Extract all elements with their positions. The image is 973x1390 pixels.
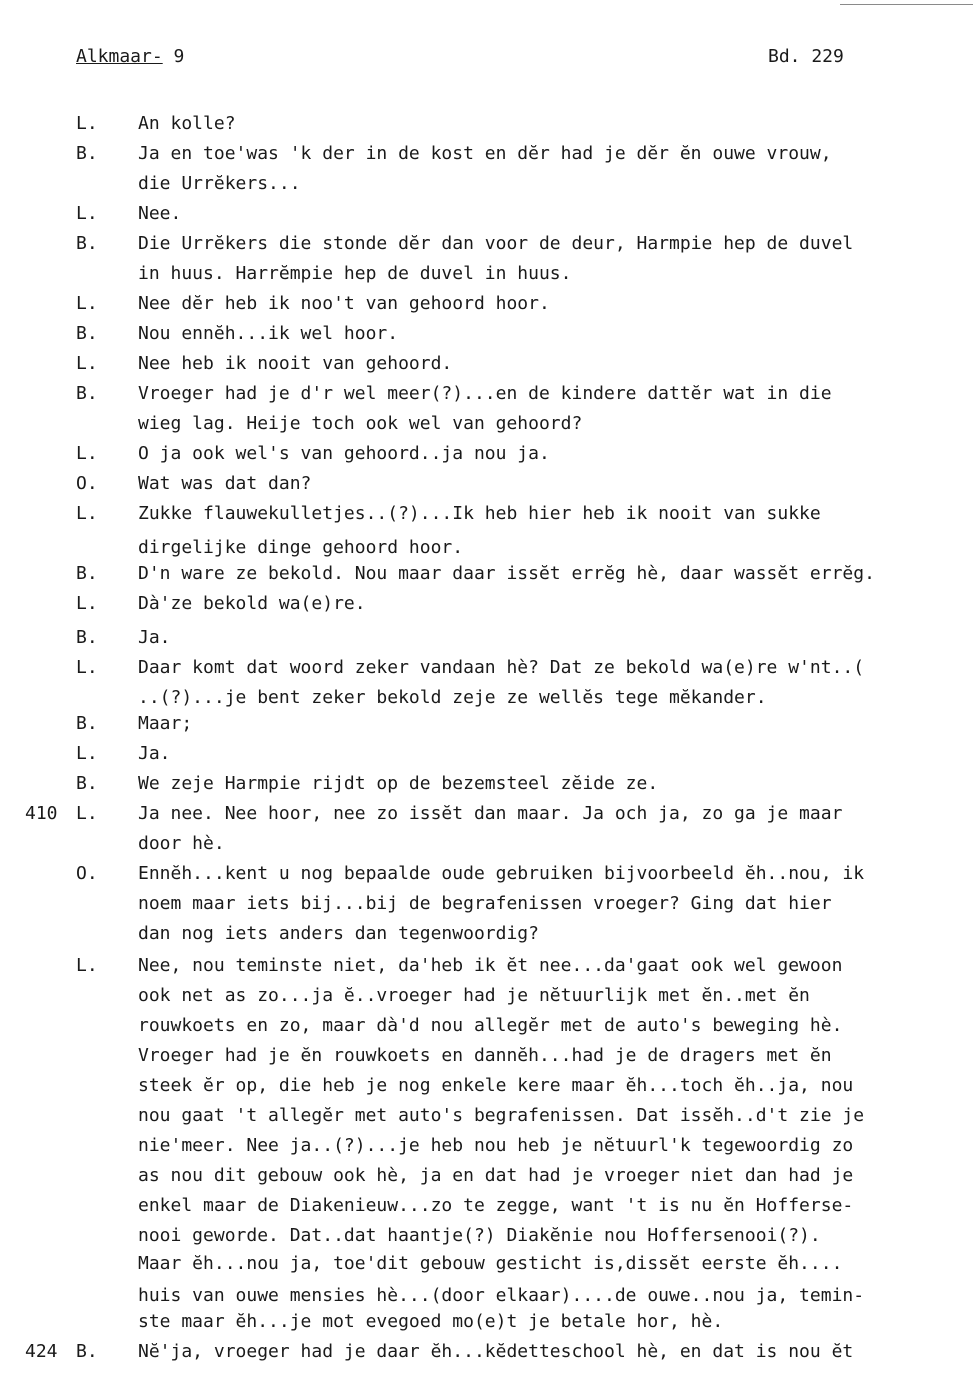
transcript-line [0, 503, 973, 533]
speaker-label: B. [76, 143, 98, 164]
line-number: 410 [25, 803, 58, 824]
speaker-label: O. [76, 473, 98, 494]
utterance-text: die Urrĕkers... [138, 173, 301, 194]
speaker-label: B. [76, 627, 98, 648]
top-rule [840, 4, 973, 5]
transcript-line [0, 1045, 973, 1075]
transcript-line [0, 713, 973, 743]
transcript-line [0, 383, 973, 413]
utterance-text: nooi geworde. Dat..dat haantje(?) Diakĕnie nou Hoffersenooi(?). [138, 1225, 821, 1246]
utterance-text: Dà'ze bekold wa(e)re. [138, 593, 366, 614]
utterance-text: Nou ennĕh...ik wel hoor. [138, 323, 399, 344]
speaker-label: L. [76, 657, 98, 678]
utterance-text: D'n ware ze bekold. Nou maar daar issĕt errĕg hè, daar wassĕt errĕg. [138, 563, 875, 584]
utterance-text: Nee, nou teminste niet, da'heb ik ĕt nee...da'gaat ook wel gewoon [138, 955, 843, 976]
transcript-line [0, 955, 973, 985]
speaker-label: B. [76, 563, 98, 584]
transcript-line [0, 627, 973, 657]
transcript-line [0, 563, 973, 593]
utterance-text: Vroeger had je d'r wel meer(?)...en de kindere dattĕr wat in die [138, 383, 832, 404]
transcript-line [0, 893, 973, 923]
speaker-label: L. [76, 743, 98, 764]
transcript-line [0, 293, 973, 323]
utterance-text: Zukke flauwekulletjes..(?)...Ik heb hier heb ik nooit van sukke [138, 503, 821, 524]
transcript-line [0, 413, 973, 443]
utterance-text: huis van ouwe mensies hè...(door elkaar)....de ouwe..nou ja, temin- [138, 1285, 865, 1306]
utterance-text: ook net as zo...ja ĕ..vroeger had je nĕtuurlijk met ĕn..met ĕn [138, 985, 810, 1006]
utterance-text: wieg lag. Heije toch ook wel van gehoord? [138, 413, 583, 434]
transcript-line [0, 1225, 973, 1255]
utterance-text: Nee dĕr heb ik noo't van gehoord hoor. [138, 293, 550, 314]
transcript-line [0, 233, 973, 263]
header-place [76, 46, 184, 67]
transcript-line [0, 1165, 973, 1195]
utterance-text: An kolle? [138, 113, 236, 134]
utterance-text: enkel maar de Diakenieuw...zo te zegge, want 't is nu ĕn Hofferse- [138, 1195, 854, 1216]
transcript-line [0, 833, 973, 863]
transcript-line [0, 657, 973, 687]
utterance-text: noem maar iets bij...bij de begrafenissen vroeger? Ging dat hier [138, 893, 832, 914]
speaker-label: B. [76, 383, 98, 404]
utterance-text: ste maar ĕh...je mot evegoed mo(e)t je betale hor, hè. [138, 1311, 724, 1332]
utterance-text: dan nog iets anders dan tegenwoordig? [138, 923, 539, 944]
header-page-number: 9 [173, 46, 185, 67]
header-place-name: Alkmaar- [76, 46, 163, 67]
transcript-line [0, 1015, 973, 1045]
transcript-line [0, 743, 973, 773]
transcript-line [0, 353, 973, 383]
utterance-text: Vroeger had je ĕn rouwkoets en dannĕh...had je de dragers met ĕn [138, 1045, 832, 1066]
utterance-text: Nee heb ik nooit van gehoord. [138, 353, 453, 374]
transcript-line [0, 593, 973, 623]
utterance-text: Ennĕh...kent u nog bepaalde oude gebruiken bijvoorbeeld ĕh..nou, ik [138, 863, 865, 884]
transcript-line [0, 443, 973, 473]
speaker-label: B. [76, 233, 98, 254]
utterance-text: Ja. [138, 627, 171, 648]
speaker-label: O. [76, 863, 98, 884]
line-number: 424 [25, 1341, 58, 1362]
utterance-text: Ja. [138, 743, 171, 764]
utterance-text: dirgelijke dinge gehoord hoor. [138, 537, 464, 558]
transcript-line [0, 323, 973, 353]
speaker-label: L. [76, 443, 98, 464]
utterance-text: Wat was dat dan? [138, 473, 312, 494]
utterance-text: Daar komt dat woord zeker vandaan hè? Dat ze bekold wa(e)re w'nt..( [138, 657, 865, 678]
utterance-text: as nou dit gebouw ook hè, ja en dat had je vroeger niet dan had je [138, 1165, 854, 1186]
utterance-text: Nee. [138, 203, 182, 224]
utterance-text: steek ĕr op, die heb je nog enkele kere maar ĕh...toch ĕh..ja, nou [138, 1075, 854, 1096]
transcript-line [0, 173, 973, 203]
transcript-line [0, 863, 973, 893]
transcript-line [0, 985, 973, 1015]
speaker-label: L. [76, 503, 98, 524]
transcript-line [0, 1341, 973, 1371]
transcript-line [0, 1253, 973, 1283]
header-volume: Bd. 229 [768, 46, 844, 67]
utterance-text: rouwkoets en zo, maar dà'd nou allegĕr met de auto's beweging hè. [138, 1015, 843, 1036]
transcript-line [0, 1075, 973, 1105]
transcript-line [0, 1311, 973, 1341]
speaker-label: L. [76, 203, 98, 224]
transcript-line [0, 773, 973, 803]
speaker-label: L. [76, 353, 98, 374]
utterance-text: Maar ĕh...nou ja, toe'dit gebouw gesticht is,dissĕt eerste ĕh.... [138, 1253, 843, 1274]
utterance-text: O ja ook wel's van gehoord..ja nou ja. [138, 443, 550, 464]
transcript-line [0, 143, 973, 173]
transcript-line [0, 203, 973, 233]
utterance-text: Die Urrĕkers die stonde dĕr dan voor de deur, Harmpie hep de duvel [138, 233, 854, 254]
speaker-label: L. [76, 803, 98, 824]
transcript-line [0, 1135, 973, 1165]
transcript-line [0, 113, 973, 143]
speaker-label: L. [76, 593, 98, 614]
utterance-text: Ja nee. Nee hoor, nee zo issĕt dan maar. Ja och ja, zo ga je maar [138, 803, 843, 824]
utterance-text: nie'meer. Nee ja..(?)...je heb nou heb je nĕtuurl'k tegewoordig zo [138, 1135, 854, 1156]
transcript-line [0, 263, 973, 293]
utterance-text: Maar; [138, 713, 193, 734]
speaker-label: L. [76, 113, 98, 134]
utterance-text: ..(?)...je bent zeker bekold zeje ze wellĕs tege mĕkander. [138, 687, 767, 708]
utterance-text: Ja en toe'was 'k der in de kost en dĕr had je dĕr ĕn ouwe vrouw, [138, 143, 832, 164]
utterance-text: door hè. [138, 833, 225, 854]
speaker-label: L. [76, 955, 98, 976]
speaker-label: B. [76, 323, 98, 344]
utterance-text: We zeje Harmpie rijdt op de bezemsteel zĕide ze. [138, 773, 659, 794]
speaker-label: B. [76, 713, 98, 734]
transcript-line [0, 473, 973, 503]
transcript-line [0, 803, 973, 833]
utterance-text: in huus. Harrĕmpie hep de duvel in huus. [138, 263, 572, 284]
speaker-label: L. [76, 293, 98, 314]
transcript-line [0, 1195, 973, 1225]
utterance-text: nou gaat 't allegĕr met auto's begrafenissen. Dat issĕh..d't zie je [138, 1105, 865, 1126]
utterance-text: Nĕ'ja, vroeger had je daar ĕh...kĕdetteschool hè, en dat is nou ĕt [138, 1341, 854, 1362]
transcript-line [0, 1105, 973, 1135]
speaker-label: B. [76, 773, 98, 794]
speaker-label: B. [76, 1341, 98, 1362]
transcript-line [0, 923, 973, 953]
